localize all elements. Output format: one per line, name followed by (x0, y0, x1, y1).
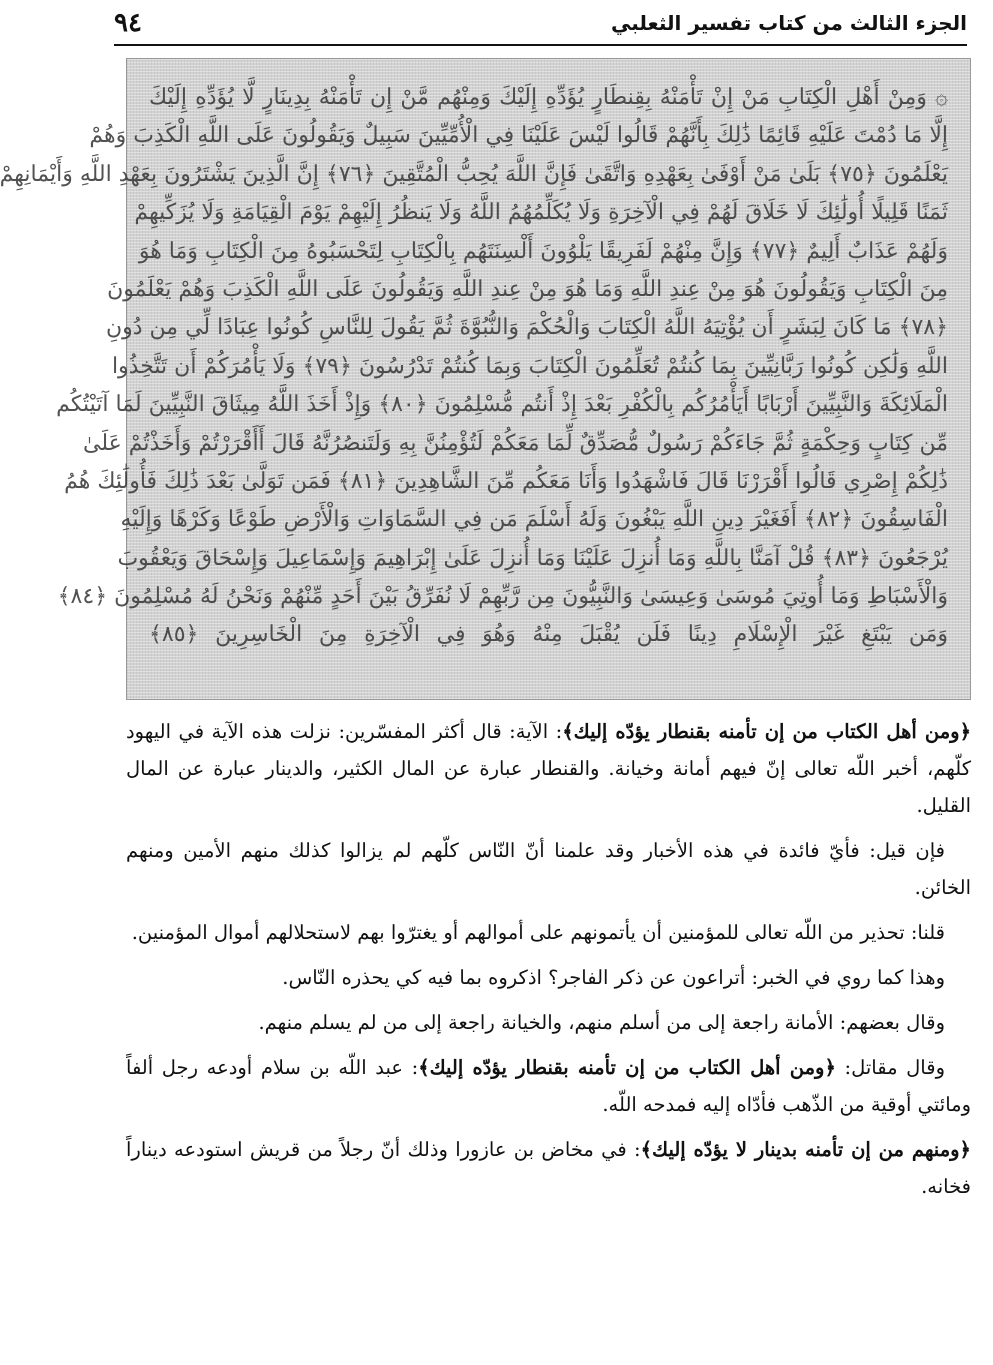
commentary-paragraph (126, 914, 971, 951)
page-header (114, 2, 967, 46)
paragraph-text: : في مخاض بن عازورا وذلك أنّ رجلاً من قريش استودعه ديناراً فخانه. (126, 1138, 971, 1198)
quran-line: ﴿٧٨﴾ مَا كَانَ لِبَشَرٍ أَن يُؤْتِيَهُ اللَّهُ الْكِتَابَ وَالْحُكْمَ وَالنُّبُوَّةَ ثُمَّ يَقُولَ لِلنَّاسِ كُونُوا عِبَادًا لِّي مِن دُونِ (105, 315, 948, 341)
quran-line: وَمَن يَبْتَغِ غَيْرَ الْإِسْلَامِ دِينًا فَلَن يُقْبَلَ مِنْهُ وَهُوَ فِي الْآخِرَةِ مِنَ الْخَاسِرِينَ ﴿٨٥﴾ (149, 622, 948, 648)
paragraph-prefix: وقال مقاتل: (835, 1056, 945, 1079)
paragraph-text: وقال بعضهم: الأمانة راجعة إلى من أسلم منهم، والخيانة راجعة إلى من لم يسلم منهم. (258, 1011, 945, 1034)
paragraph-text: : عبد اللّه بن سلام أودعه رجل ألفاً ومائتي أوقية من الذّهب فأدّاه إليه فمدحه اللّه. (126, 1056, 971, 1116)
quoted-verse: ﴿ومن أهل الكتاب من إن تأمنه بقنطار يؤدّه إليك﴾ (562, 720, 971, 743)
quran-line: وَالْأَسْبَاطِ وَمَا أُوتِيَ مُوسَىٰ وَعِيسَىٰ وَالنَّبِيُّونَ مِن رَّبِّهِمْ لَا نُفَرِّقُ بَيْنَ أَحَدٍ مِّنْهُمْ وَنَحْنُ لَهُ مُسْلِمُونَ ﴿٨٤﴾ (57, 584, 948, 610)
quran-line: إِلَّا مَا دُمْتَ عَلَيْهِ قَائِمًا ذَٰلِكَ بِأَنَّهُمْ قَالُوا لَيْسَ عَلَيْنَا فِي الْأُمِّيِّينَ سَبِيلٌ وَيَقُولُونَ عَلَى اللَّهِ الْكَذِبَ وَهُمْ (89, 123, 948, 149)
quran-line: يُرْجَعُونَ ﴿٨٣﴾ قُلْ آمَنَّا بِاللَّهِ وَمَا أُنزِلَ عَلَيْنَا وَمَا أُنزِلَ عَلَىٰ إِبْرَاهِيمَ وَإِسْمَاعِيلَ وَإِسْحَاقَ وَيَعْقُوبَ (117, 545, 948, 571)
quran-line: اللَّهِ وَلَٰكِن كُونُوا رَبَّانِيِّينَ بِمَا كُنتُمْ تُعَلِّمُونَ الْكِتَابَ وَبِمَا كُنتُمْ تَدْرُسُونَ ﴿٧٩﴾ وَلَا يَأْمُرَكُمْ أَن تَتَّخِذُوا (111, 353, 948, 379)
quran-line: يَعْلَمُونَ ﴿٧٥﴾ بَلَىٰ مَنْ أَوْفَىٰ بِعَهْدِهِ وَاتَّقَىٰ فَإِنَّ اللَّهَ يُحِبُّ الْمُتَّقِينَ ﴿٧٦﴾ إِنَّ الَّذِينَ يَشْتَرُونَ بِعَهْدِ اللَّهِ وَأَيْمَانِهِمْ (0, 161, 948, 187)
page-number: ٩٤ (114, 8, 142, 38)
quran-line: الْفَاسِقُونَ ﴿٨٢﴾ أَفَغَيْرَ دِينِ اللَّهِ يَبْغُونَ وَلَهُ أَسْلَمَ مَن فِي السَّمَاوَاتِ وَالْأَرْضِ طَوْعًا وَكَرْهًا وَإِلَيْهِ (120, 507, 948, 533)
quran-line (149, 655, 948, 693)
quoted-verse: ﴿ومنهم من إن تأمنه بدينار لا يؤدّه إليك﴾ (640, 1138, 971, 1161)
commentary-paragraph (126, 1049, 971, 1123)
quran-line: مِنَ الْكِتَابِ وَيَقُولُونَ هُوَ مِنْ عِندِ اللَّهِ وَمَا هُوَ مِنْ عِندِ اللَّهِ وَيَقُولُونَ عَلَى اللَّهِ الْكَذِبَ وَهُمْ يَعْلَمُونَ (107, 276, 948, 302)
commentary-paragraph (126, 1004, 971, 1041)
paragraph-text: : الآية: قال أكثر المفسّرين: نزلت هذه الآية في اليهود كلّهم، أخبر اللّه تعالى إنّ فيهم أمانة وخيانة. والقنطار عبارة عن المال الكثير، والدينار عبارة عن المال القليل. (126, 720, 971, 817)
quran-line: ۞ وَمِنْ أَهْلِ الْكِتَابِ مَنْ إِنْ تَأْمَنْهُ بِقِنطَارٍ يُؤَدِّهِ إِلَيْكَ وَمِنْهُم مَّنْ إِن تَأْمَنْهُ بِدِينَارٍ لَّا يُؤَدِّهِ إِلَيْكَ (149, 85, 948, 110)
commentary-paragraph (126, 713, 971, 824)
paragraph-text: قلنا: تحذير من اللّه تعالى للمؤمنين أن يأتمونهم على أموالهم أو يغترّوا بهم لاستحلالهم أموال المؤمنين. (131, 921, 945, 944)
commentary-text (126, 713, 971, 1213)
quran-line: مِّن كِتَابٍ وَحِكْمَةٍ ثُمَّ جَاءَكُمْ رَسُولٌ مُّصَدِّقٌ لِّمَا مَعَكُمْ لَتُؤْمِنُنَّ بِهِ وَلَتَنصُرُنَّهُ قَالَ أَأَقْرَرْتُمْ وَأَخَذْتُمْ عَلَىٰ (83, 430, 948, 456)
running-title: الجزء الثالث من كتاب تفسير الثعلبي (610, 11, 967, 35)
quran-line: ذَٰلِكُمْ إِصْرِي قَالُوا أَقْرَرْنَا قَالَ فَاشْهَدُوا وَأَنَا مَعَكُم مِّنَ الشَّاهِدِينَ ﴿٨١﴾ فَمَن تَوَلَّىٰ بَعْدَ ذَٰلِكَ فَأُولَٰئِكَ هُمُ (64, 468, 948, 494)
quran-line: الْمَلَائِكَةَ وَالنَّبِيِّينَ أَرْبَابًا أَيَأْمُرُكُم بِالْكُفْرِ بَعْدَ إِذْ أَنتُم مُّسْلِمُونَ ﴿٨٠﴾ وَإِذْ أَخَذَ اللَّهُ مِيثَاقَ النَّبِيِّينَ لَمَا آتَيْتُكُم (56, 392, 948, 418)
quran-verses-box (0, 58, 971, 700)
quoted-verse: ﴿ومن أهل الكتاب من إن تأمنه بقنطار يؤدّه إليك﴾ (418, 1056, 836, 1079)
commentary-paragraph (126, 959, 971, 996)
paragraph-text: وهذا كما روي في الخبر: أتراعون عن ذكر الفاجر؟ اذكروه بما فيه كي يحذره النّاس. (282, 966, 945, 989)
commentary-paragraph (126, 1131, 971, 1205)
quran-line: ثَمَنًا قَلِيلًا أُولَٰئِكَ لَا خَلَاقَ لَهُمْ فِي الْآخِرَةِ وَلَا يُكَلِّمُهُمُ اللَّهُ وَلَا يَنظُرُ إِلَيْهِمْ يَوْمَ الْقِيَامَةِ وَلَا يُزَكِّيهِمْ (134, 200, 948, 226)
paragraph-text: فإن قيل: فأيّ فائدة في هذه الأخبار وقد علمنا أنّ النّاس كلّهم لم يزالوا كذلك منهم الأمين ومنهم الخائن. (126, 839, 971, 899)
quran-line: وَلَهُمْ عَذَابٌ أَلِيمٌ ﴿٧٧﴾ وَإِنَّ مِنْهُمْ لَفَرِيقًا يَلْوُونَ أَلْسِنَتَهُم بِالْكِتَابِ لِتَحْسَبُوهُ مِنَ الْكِتَابِ وَمَا هُوَ (138, 238, 948, 264)
commentary-paragraph (126, 832, 971, 906)
